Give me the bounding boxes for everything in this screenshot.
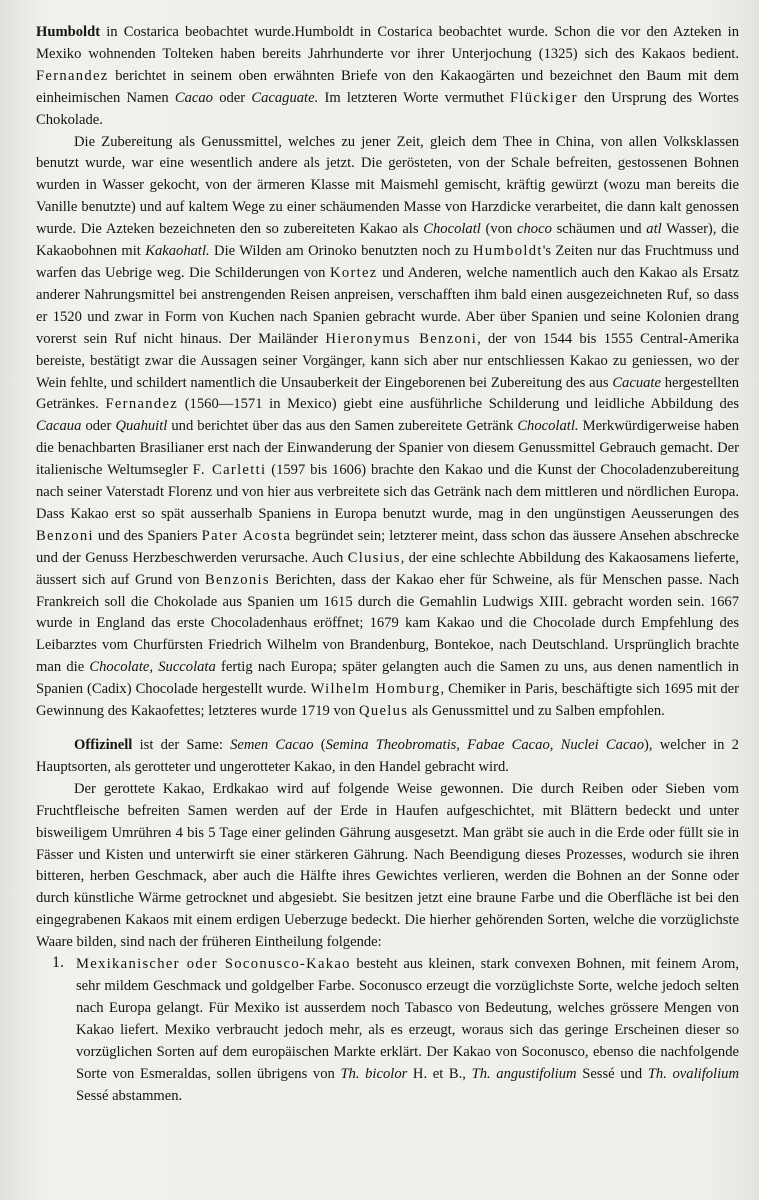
term-italic: Semen Cacao	[230, 737, 314, 753]
text: und des Spaniers	[93, 527, 202, 544]
text: H. et B.,	[407, 1065, 472, 1082]
text: ist der Same:	[132, 737, 231, 753]
term-italic: Th. ovalifolium	[647, 1065, 739, 1082]
term-italic: Cacaguate.	[251, 89, 319, 106]
text: den Ursprung des Wortes Chokolade.	[36, 89, 739, 128]
text: (1597 bis 1606) brachte den Kakao und die Kunst der Chocoladenzubereitung nach seiner Vaterstadt Florenz und von hier aus verbreitete sich das Getränk nach dem mittleren und nördlichen Europa. Dass Kakao erst so spät ausserhalb Spaniens in Europa benutzt wurde, mag in den ungünstigen Aeusserungen des	[36, 462, 740, 522]
term-italic: Semina Theobromatis, Fabae Cacao, Nuclei Cacao	[325, 737, 645, 753]
name-spaced: Humboldt	[473, 243, 543, 260]
text: Die Zubereitung als Genussmittel, welches zu jener Zeit, gleich dem Thee in China, von allen Volksklassen benutzt wurde, war eine wesentlich andere als jetzt. Die gerösteten, von der Schale befreiten, gestossenen Bohnen wurden in Wasser gekocht, von der ärmeren Klasse mit Maismehl gemischt, kräftig gewürzt (wozu man bereits die Vanille benutzte) und auf kaltem Wege zu einer schäumenden Masse von Harzdicke verarbeitet, die dann kalt genossen wurde. Die Azteken bezeichneten den so zubereiteten Kakao als	[36, 133, 739, 238]
term-italic: Cacuate	[612, 374, 661, 391]
sorts-list	[36, 954, 739, 1107]
text: fertig nach Europa; später gelangten auch die Samen zu uns, aus denen namentlich in Spanien (Cadix) Chocolade hergestellt wurde.	[36, 659, 739, 698]
text: Wasser), die Kakaobohnen mit	[36, 221, 739, 260]
name-spaced: Benzoni	[36, 527, 94, 544]
paragraph-cacao-origin: Humboldt in Costarica beobachtet wurde.Humboldt in Costarica beobachtet wurde. Schon die vor den Azteken in Mexiko wohnenden Tolteken haben bereits Jahrhunderte vor ihrer Unterjochung (1325) sich des Kakaos bedient. Fernandez berichtet in seinem oben erwähnten Briefe von den Kakaogärten und bezeichnet den Baum mit dem einheimischen Namen Cacao oder Cacaguate. Im letzteren Worte vermuthet Flückiger den Ursprung des Wortes Chokolade.	[36, 24, 739, 128]
name-spaced: Mexikanischer oder Soconusco-Kakao	[76, 956, 351, 973]
term-italic: choco	[517, 221, 552, 238]
term-italic: Cacao	[174, 89, 213, 106]
text: und Anderen, welche namentlich auch den Kakao als Ersatz anderer Nahrungsmittel bei anstrengenden Reisen anpreisen, verschafften ihm bald einen ausgezeichneten Ruf, so dass er 1520 und zwar in Form von Kuchen nach Spanien gebracht wurde. Aber über Spanien und seine Kolonien drang vorerst sein Ruf nicht hinaus. Der Mailänder	[36, 264, 740, 347]
name-spaced: Flückiger	[509, 89, 578, 106]
list-item-text	[76, 954, 739, 1107]
name-humboldt: Humboldt	[36, 24, 101, 40]
text: 's Zeiten nur das Fruchtmuss und warfen das Uebrige weg. Die Schilderungen von	[36, 243, 739, 281]
text: Humboldt in Costarica beobachtet wurde. Schon die vor den Azteken in Mexiko wohnenden Tolteken haben bereits Jahrhunderte vor ihrer Unterjochung (1325) sich des Kakaos bedient.	[36, 24, 739, 62]
text: , Chemiker in Paris, beschäftigte sich 1695 mit der Gewinnung des Kakaofettes; letzteres wurde 1719 von	[36, 681, 739, 720]
name-spaced: Benzonis	[205, 571, 270, 588]
text: oder	[81, 418, 116, 435]
term-italic: Th. angustifolium	[471, 1065, 577, 1082]
text: Sessé abstammen.	[76, 1087, 183, 1104]
text: hergestellten Getränkes.	[36, 374, 739, 413]
text: begründet sein; letzterer meint, dass schon das äussere Ansehen abschrecke und der Genuss Herzbeschwerden verursache. Auch	[36, 527, 739, 566]
name-spaced: Pater Acosta	[201, 527, 292, 544]
term-italic: Chocolate, Succolata	[89, 659, 216, 676]
term-italic: atl	[646, 221, 662, 238]
term-italic: Cacaua	[36, 418, 82, 435]
name-spaced: F. Carletti	[192, 462, 267, 479]
name-spaced: Wilhelm Homburg	[310, 681, 441, 698]
text: berichtet in seinem oben erwähnten Briefe von den Kakaogärten und bezeichnet den Baum mit dem einheimischen Namen	[36, 67, 739, 106]
text: als Genussmittel und zu Salben empfohlen.	[408, 703, 665, 720]
name-spaced: Fernandez	[36, 67, 109, 84]
paragraph-gerotteter-kakao: Der gerottete Kakao, Erdkakao wird auf folgende Weise gewonnen. Die durch Reiben oder Sieben vom Fruchtfleische befreiten Samen werden auf der Erde in Haufen aufgeschichtet, mit Blättern bedeckt und unter bisweiligem Umrühren 4 bis 5 Tage einer gelinden Gährung ausgesetzt. Man gräbt sie auch in die Erde oder füllt sie in Fässer und Kisten und unterwirft sie einer stärkeren Gährung. Nach Beendigung dieses Prozesses, wodurch sie ihren bitteren, herben Geschmack, aber auch die Hälfte ihres Gewichtes verlieren, werden die Bohnen an der Sonne oder durch künstliche Wärme getrocknet und abgesiebt. Sie besitzen jetzt eine braune Farbe und die Oberfläche ist bei den eingegrabenen Kakaos mit einem erdigen Ueberzuge bedeckt. Die hierher gehörenden Sorten, welche die vorzüglichste Waare bilden, sind nach der früheren Eintheilung folgende:	[36, 780, 739, 951]
list-item-number: 1.	[52, 954, 64, 972]
text: und berichtet über das aus den Samen zubereitete Getränk	[167, 418, 518, 435]
text: Im letzteren Worte vermuthet	[318, 89, 510, 106]
term-italic: Chocolatl.	[517, 418, 579, 435]
text: (	[313, 737, 326, 753]
name-spaced: Kortez	[330, 264, 378, 281]
term-italic: Chocolatl	[423, 221, 481, 238]
text: , der eine schlechte Abbildung des Kakaosamens lieferte, äussert sich auf Grund von	[36, 549, 739, 588]
term-italic: Th. bicolor	[340, 1065, 408, 1082]
name-spaced: Clusius	[347, 549, 401, 566]
text: Sessé und	[576, 1065, 648, 1082]
text: (1560—1571 in Mexico) giebt eine ausführliche Schilderung und leidliche Abbildung des	[178, 396, 739, 413]
section-heading-offizinell: Offizinell	[74, 737, 133, 753]
text: besteht aus kleinen, stark convexen Bohnen, mit feinem Arom, sehr mildem Geschmack und goldgelber Farbe. Soconusco erzeugt die vorzüglichste Sorte, welche jedoch selten nach Europa gelangt. Für Mexiko ist ausserdem noch Tabasco von Bedeutung, welches grössere Mengen von Kakao liefert. Mexiko verbraucht jedoch mehr, als es erzeugt, woraus sich das geringe Erscheinen dieser so vorzüglichen Sorten auf dem europäischen Markte erklärt. Der Kakao von Soconusco, ebenso die nachfolgende Sorte von Esmeraldas, sollen übrigens von	[76, 956, 739, 1082]
text: Berichten, dass der Kakao eher für Schweine, als für Menschen passe. Nach Frankreich soll die Chokolade aus Spanien um 1615 durch die Gemahlin Ludwigs XIII. gebracht worden sein. 1667 wurde in England das erste Chocoladenhaus eröffnet; 1679 kam Kakao und die Chocolade durch Empfehlung des Leibarztes vom Churfürsten Friedrich Wilhelm von Brandenburg, Bontekoe, nach Deutschland. Ursprünglich brachte man die	[36, 571, 739, 676]
term-italic: Quahuitl	[115, 418, 168, 435]
text: ), welcher in 2 Hauptsorten, als gerotteter und ungerotteter Kakao, in den Handel gebracht wird.	[36, 737, 739, 775]
text: Merkwürdigerweise haben die benachbarten Brasilianer erst nach der Einwanderung der Spanier von diesem Genussmittel Gebrauch gemacht. Der italienische Weltumsegler	[36, 418, 739, 479]
text: schäumen und	[551, 221, 647, 238]
name-spaced: Fernandez	[105, 396, 179, 413]
term-italic: Kakaohatl.	[145, 243, 210, 260]
paragraph-offizinell	[36, 735, 739, 779]
text: oder	[212, 89, 252, 106]
paragraph-preparation-history	[36, 132, 739, 723]
name-spaced: Quelus	[359, 703, 409, 720]
text: (von	[480, 221, 518, 238]
list-item	[36, 954, 739, 1107]
name-spaced: Hieronymus Benzoni	[325, 330, 478, 347]
text: , der von 1544 bis 1555 Central-Amerika bereiste, bestätigt zwar die Aussagen seiner Vorgänger, kann sich aber nur entschliessen Kakao zu geniessen, wo der Wein fehlte, und schildert namentlich die Unsauberkeit der Eingeborenen bei Zubereitung des aus	[36, 330, 739, 391]
text: Die Wilden am Orinoko benutzten noch zu	[209, 243, 474, 260]
